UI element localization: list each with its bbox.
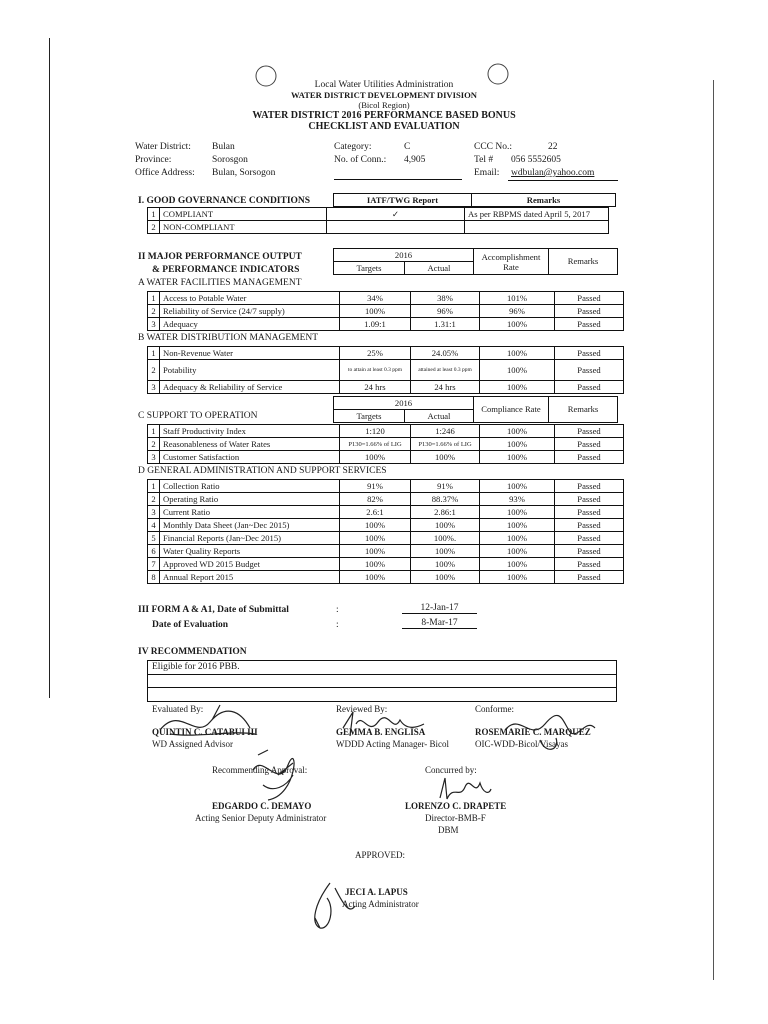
table-cell: Monthly Data Sheet (Jan~Dec 2015) bbox=[160, 519, 340, 532]
table-cell: Passed bbox=[555, 545, 624, 558]
table-row bbox=[148, 425, 624, 438]
email-rule bbox=[508, 180, 618, 181]
table-cell: Customer Satisfaction bbox=[160, 451, 340, 464]
recommendation-box bbox=[147, 660, 617, 702]
reviewed-title: WDDD Acting Manager- Bicol bbox=[336, 739, 450, 749]
header-region: (Bicol Region) bbox=[358, 100, 410, 110]
table-row bbox=[148, 480, 624, 493]
table-cell: NON-COMPLIANT bbox=[160, 221, 327, 234]
table-cell: Passed bbox=[555, 305, 624, 318]
wd-label: Water District: bbox=[135, 142, 191, 152]
section4-title: IV RECOMMENDATION bbox=[138, 647, 247, 657]
groupD-title: D GENERAL ADMINISTRATION AND SUPPORT SERVICES bbox=[138, 466, 387, 476]
table-cell: 3 bbox=[148, 318, 160, 331]
table-cell: Financial Reports (Jan~Dec 2015) bbox=[160, 532, 340, 545]
acc-rate-header: Accomplishment Rate bbox=[474, 249, 549, 275]
table-cell: Reasonableness of Water Rates bbox=[160, 438, 340, 451]
table-cell: 2 bbox=[148, 493, 160, 506]
table-cell: 100% bbox=[340, 532, 411, 545]
section2-subtitle: & PERFORMANCE INDICATORS bbox=[152, 265, 300, 275]
table-row bbox=[148, 305, 624, 318]
section3-title: III FORM A & A1, Date of Submittal bbox=[138, 605, 289, 615]
targets-header: Targets bbox=[334, 262, 405, 275]
table-cell: Non-Revenue Water bbox=[160, 347, 340, 360]
office-label: Office Address: bbox=[135, 168, 195, 178]
header-agency: Local Water Utilities Administration bbox=[314, 80, 454, 90]
table-cell: 1 bbox=[148, 208, 160, 221]
table-cell: 1.31:1 bbox=[411, 318, 480, 331]
table-cell: 100% bbox=[340, 558, 411, 571]
table-cell: 91% bbox=[340, 480, 411, 493]
iatf-header: IATF/TWG Report bbox=[334, 194, 472, 207]
table-cell: 1.09:1 bbox=[340, 318, 411, 331]
info-rule bbox=[334, 179, 462, 180]
table-cell: Passed bbox=[555, 558, 624, 571]
reviewed-label: Reviewed By: bbox=[336, 704, 388, 714]
year-header: 2016 bbox=[334, 249, 474, 262]
conforme-title: OIC-WDD-Bicol/Visayas bbox=[475, 739, 568, 749]
table-cell: 2.86:1 bbox=[411, 506, 480, 519]
table-cell: 2016 bbox=[334, 397, 474, 410]
category-label: Category: bbox=[334, 142, 372, 152]
remarks-col-header: Remarks bbox=[549, 249, 618, 275]
document-title: WATER DISTRICT 2016 PERFORMANCE BASED BONUS bbox=[252, 110, 516, 121]
header-division: WATER DISTRICT DEVELOPMENT DIVISION bbox=[290, 90, 477, 100]
conforme-name: ROSEMARIE C. MARQUEZ bbox=[475, 727, 591, 737]
actual-header: Actual bbox=[405, 262, 474, 275]
table-cell: Reliability of Service (24/7 supply) bbox=[160, 305, 340, 318]
table-cell: 25% bbox=[340, 347, 411, 360]
groupC-title: C SUPPORT TO OPERATION bbox=[138, 411, 258, 421]
table-cell: Passed bbox=[555, 360, 624, 381]
table-cell: 100% bbox=[480, 480, 555, 493]
table-cell: 100% bbox=[340, 545, 411, 558]
table-cell: 100% bbox=[480, 425, 555, 438]
province-value: Sorosgon bbox=[212, 155, 248, 165]
province-label: Province: bbox=[135, 155, 172, 165]
concurred-title1: Director-BMB-F bbox=[425, 813, 486, 823]
table-cell: 82% bbox=[340, 493, 411, 506]
table-cell: Annual Report 2015 bbox=[160, 571, 340, 584]
table-cell: COMPLIANT bbox=[160, 208, 327, 221]
table-cell: 96% bbox=[411, 305, 480, 318]
remarks-header: Remarks bbox=[472, 194, 616, 207]
left-margin-line bbox=[49, 38, 50, 698]
table-row bbox=[148, 292, 624, 305]
table-cell: Passed bbox=[555, 438, 624, 451]
table-cell: 2 bbox=[148, 438, 160, 451]
table-cell: 1 bbox=[148, 292, 160, 305]
table-cell: 100% bbox=[480, 545, 555, 558]
table-cell: 6 bbox=[148, 545, 160, 558]
table-cell: 100% bbox=[480, 532, 555, 545]
table-cell: 100% bbox=[480, 558, 555, 571]
table-cell: 100% bbox=[340, 451, 411, 464]
check-mark: ✓ bbox=[327, 208, 465, 221]
evaluation-date: 8-Mar-17 bbox=[402, 618, 477, 629]
table-cell: 101% bbox=[480, 292, 555, 305]
table-row bbox=[148, 545, 624, 558]
table-cell: to attain at least 0.3 ppm bbox=[340, 360, 411, 381]
groupB-title: B WATER DISTRIBUTION MANAGEMENT bbox=[138, 333, 319, 343]
table-cell: 1:120 bbox=[340, 425, 411, 438]
table-row bbox=[148, 438, 624, 451]
table-cell: 34% bbox=[340, 292, 411, 305]
email-label: Email: bbox=[474, 168, 500, 178]
table-cell: As per RBPMS dated April 5, 2017 bbox=[465, 208, 609, 221]
table-cell: 2 bbox=[148, 221, 160, 234]
table-cell: 7 bbox=[148, 558, 160, 571]
groupC-header bbox=[333, 396, 618, 423]
concurred-title2: DBM bbox=[438, 825, 459, 835]
table-cell: Current Ratio bbox=[160, 506, 340, 519]
connections-label: No. of Conn.: bbox=[334, 155, 387, 165]
table-cell: 5 bbox=[148, 532, 160, 545]
office-value: Bulan, Sorsogon bbox=[212, 168, 276, 178]
signature-approved bbox=[305, 878, 365, 933]
table-cell: 100% bbox=[411, 545, 480, 558]
table-cell: Targets bbox=[334, 410, 405, 423]
table-row bbox=[148, 318, 624, 331]
table-cell: 3 bbox=[148, 381, 160, 394]
approved-name: JECI A. LAPUS bbox=[345, 887, 408, 897]
table-cell: Passed bbox=[555, 381, 624, 394]
connections-value: 4,905 bbox=[404, 155, 426, 165]
evaluated-name: QUINTIN C. CATABUI III bbox=[152, 727, 258, 737]
table-cell: Passed bbox=[555, 480, 624, 493]
table-cell: 2 bbox=[148, 360, 160, 381]
table-cell: 100% bbox=[480, 451, 555, 464]
table-cell: 100% bbox=[480, 318, 555, 331]
table-cell: 91% bbox=[411, 480, 480, 493]
table-cell: 38% bbox=[411, 292, 480, 305]
table-cell: Passed bbox=[555, 532, 624, 545]
table-cell: 4 bbox=[148, 519, 160, 532]
evaluated-label: Evaluated By: bbox=[152, 704, 204, 714]
table-row bbox=[148, 360, 624, 381]
ccc-label: CCC No.: bbox=[474, 142, 513, 152]
table-row bbox=[148, 532, 624, 545]
table-cell: 100% bbox=[480, 381, 555, 394]
approved-title: Acting Administrator bbox=[342, 899, 419, 909]
table-row bbox=[148, 347, 624, 360]
table-cell: 100% bbox=[411, 558, 480, 571]
table-row bbox=[148, 451, 624, 464]
compliance-header: Compliance Rate bbox=[474, 397, 549, 423]
table-cell: 100%. bbox=[411, 532, 480, 545]
signature-concurred bbox=[435, 773, 495, 805]
wd-value: Bulan bbox=[212, 142, 235, 152]
groupD-table bbox=[147, 479, 624, 584]
table-row bbox=[148, 221, 609, 234]
table-cell: 93% bbox=[480, 493, 555, 506]
table-cell bbox=[465, 221, 609, 234]
table-cell: Passed bbox=[555, 506, 624, 519]
table-cell: Operating Ratio bbox=[160, 493, 340, 506]
groupB-table bbox=[147, 346, 624, 394]
table-cell: Passed bbox=[555, 571, 624, 584]
table-row bbox=[148, 381, 624, 394]
governance-header-row bbox=[147, 194, 616, 207]
email-value: wdbulan@yahoo.com bbox=[511, 168, 595, 178]
table-cell: Remarks bbox=[549, 397, 618, 423]
recommending-title: Acting Senior Deputy Administrator bbox=[195, 813, 327, 823]
performance-header bbox=[333, 248, 618, 275]
table-cell: P130=1.66% of LIG bbox=[411, 438, 480, 451]
tel-value: 056 5552605 bbox=[511, 155, 561, 165]
table-cell: 2 bbox=[148, 305, 160, 318]
table-cell: 100% bbox=[340, 305, 411, 318]
table-cell: Actual bbox=[405, 410, 474, 423]
signature-evaluator bbox=[150, 700, 260, 745]
governance-rows bbox=[147, 207, 609, 234]
evaluated-title: WD Assigned Advisor bbox=[152, 739, 233, 749]
table-row bbox=[148, 558, 624, 571]
groupC-table bbox=[147, 424, 624, 464]
table-cell: 24.05% bbox=[411, 347, 480, 360]
table-cell: 100% bbox=[480, 347, 555, 360]
table-cell: 100% bbox=[480, 571, 555, 584]
table-cell: 1 bbox=[148, 347, 160, 360]
table-cell: Passed bbox=[555, 493, 624, 506]
category-value: C bbox=[404, 142, 411, 152]
table-cell: Passed bbox=[555, 451, 624, 464]
table-cell: Adequacy bbox=[160, 318, 340, 331]
table-row bbox=[148, 519, 624, 532]
table-cell: Water Quality Reports bbox=[160, 545, 340, 558]
table-cell: Potability bbox=[160, 360, 340, 381]
table-cell: 1 bbox=[148, 425, 160, 438]
submittal-date: 12-Jan-17 bbox=[402, 603, 477, 614]
table-cell: Passed bbox=[555, 318, 624, 331]
table-cell: Collection Ratio bbox=[160, 480, 340, 493]
section1-title: I. GOOD GOVERNANCE CONDITIONS bbox=[138, 196, 311, 206]
table-cell: 2.6:1 bbox=[340, 506, 411, 519]
table-cell bbox=[327, 221, 465, 234]
section2-title: II MAJOR PERFORMANCE OUTPUT bbox=[138, 252, 302, 262]
table-cell: 100% bbox=[411, 451, 480, 464]
table-cell: 88.37% bbox=[411, 493, 480, 506]
reviewed-name: GEMMA B. ENGLISA bbox=[336, 727, 426, 737]
concurred-name: LORENZO C. DRAPETE bbox=[405, 801, 507, 811]
table-cell: Passed bbox=[555, 425, 624, 438]
section3-colon2: : bbox=[336, 620, 339, 630]
table-cell: 3 bbox=[148, 451, 160, 464]
table-cell: 96% bbox=[480, 305, 555, 318]
table-cell: 100% bbox=[340, 571, 411, 584]
conforme-label: Conforme: bbox=[475, 704, 514, 714]
table-cell: Adequacy & Reliability of Service bbox=[160, 381, 340, 394]
groupA-table bbox=[147, 291, 624, 331]
groupA-title: A WATER FACILITIES MANAGEMENT bbox=[138, 278, 302, 288]
ccc-value: 22 bbox=[548, 142, 558, 152]
table-cell: Staff Productivity Index bbox=[160, 425, 340, 438]
table-cell: Approved WD 2015 Budget bbox=[160, 558, 340, 571]
concurred-label: Concurred by: bbox=[425, 765, 477, 775]
table-cell bbox=[147, 194, 334, 207]
table-cell: 100% bbox=[411, 571, 480, 584]
table-cell: 100% bbox=[411, 519, 480, 532]
governance-table bbox=[147, 193, 616, 207]
signature-recommending bbox=[238, 745, 308, 805]
table-cell: 24 hrs bbox=[411, 381, 480, 394]
table-cell: 100% bbox=[340, 519, 411, 532]
table-row bbox=[148, 571, 624, 584]
table-cell: attained at least 0.3 ppm bbox=[411, 360, 480, 381]
table-row bbox=[148, 506, 624, 519]
table-cell: P130=1.66% of LIG bbox=[340, 438, 411, 451]
table-cell: 100% bbox=[480, 506, 555, 519]
recommending-label: Recommending Approval: bbox=[212, 765, 308, 775]
tel-label: Tel # bbox=[474, 155, 494, 165]
table-cell: Passed bbox=[555, 347, 624, 360]
table-row bbox=[148, 493, 624, 506]
approved-label: APPROVED: bbox=[355, 850, 406, 860]
table-cell: 24 hrs bbox=[340, 381, 411, 394]
table-cell: 100% bbox=[480, 519, 555, 532]
table-cell: 100% bbox=[480, 438, 555, 451]
recommendation-text: Eligible for 2016 PBB. bbox=[152, 662, 240, 672]
table-row bbox=[148, 208, 609, 221]
recommending-name: EDGARDO C. DEMAYO bbox=[212, 801, 312, 811]
table-cell: 1:246 bbox=[411, 425, 480, 438]
section3-colon1: : bbox=[336, 605, 339, 615]
evaluation-label: Date of Evaluation bbox=[152, 620, 228, 630]
signature-reviewer bbox=[338, 708, 428, 740]
table-cell: 100% bbox=[480, 360, 555, 381]
table-cell: 3 bbox=[148, 506, 160, 519]
document-subtitle: CHECKLIST AND EVALUATION bbox=[308, 121, 460, 132]
table-cell: Passed bbox=[555, 292, 624, 305]
table-cell: Access to Potable Water bbox=[160, 292, 340, 305]
table-cell: Passed bbox=[555, 519, 624, 532]
table-cell: 8 bbox=[148, 571, 160, 584]
signature-conforme bbox=[500, 710, 600, 760]
right-margin-line bbox=[713, 80, 714, 980]
table-cell: 1 bbox=[148, 480, 160, 493]
